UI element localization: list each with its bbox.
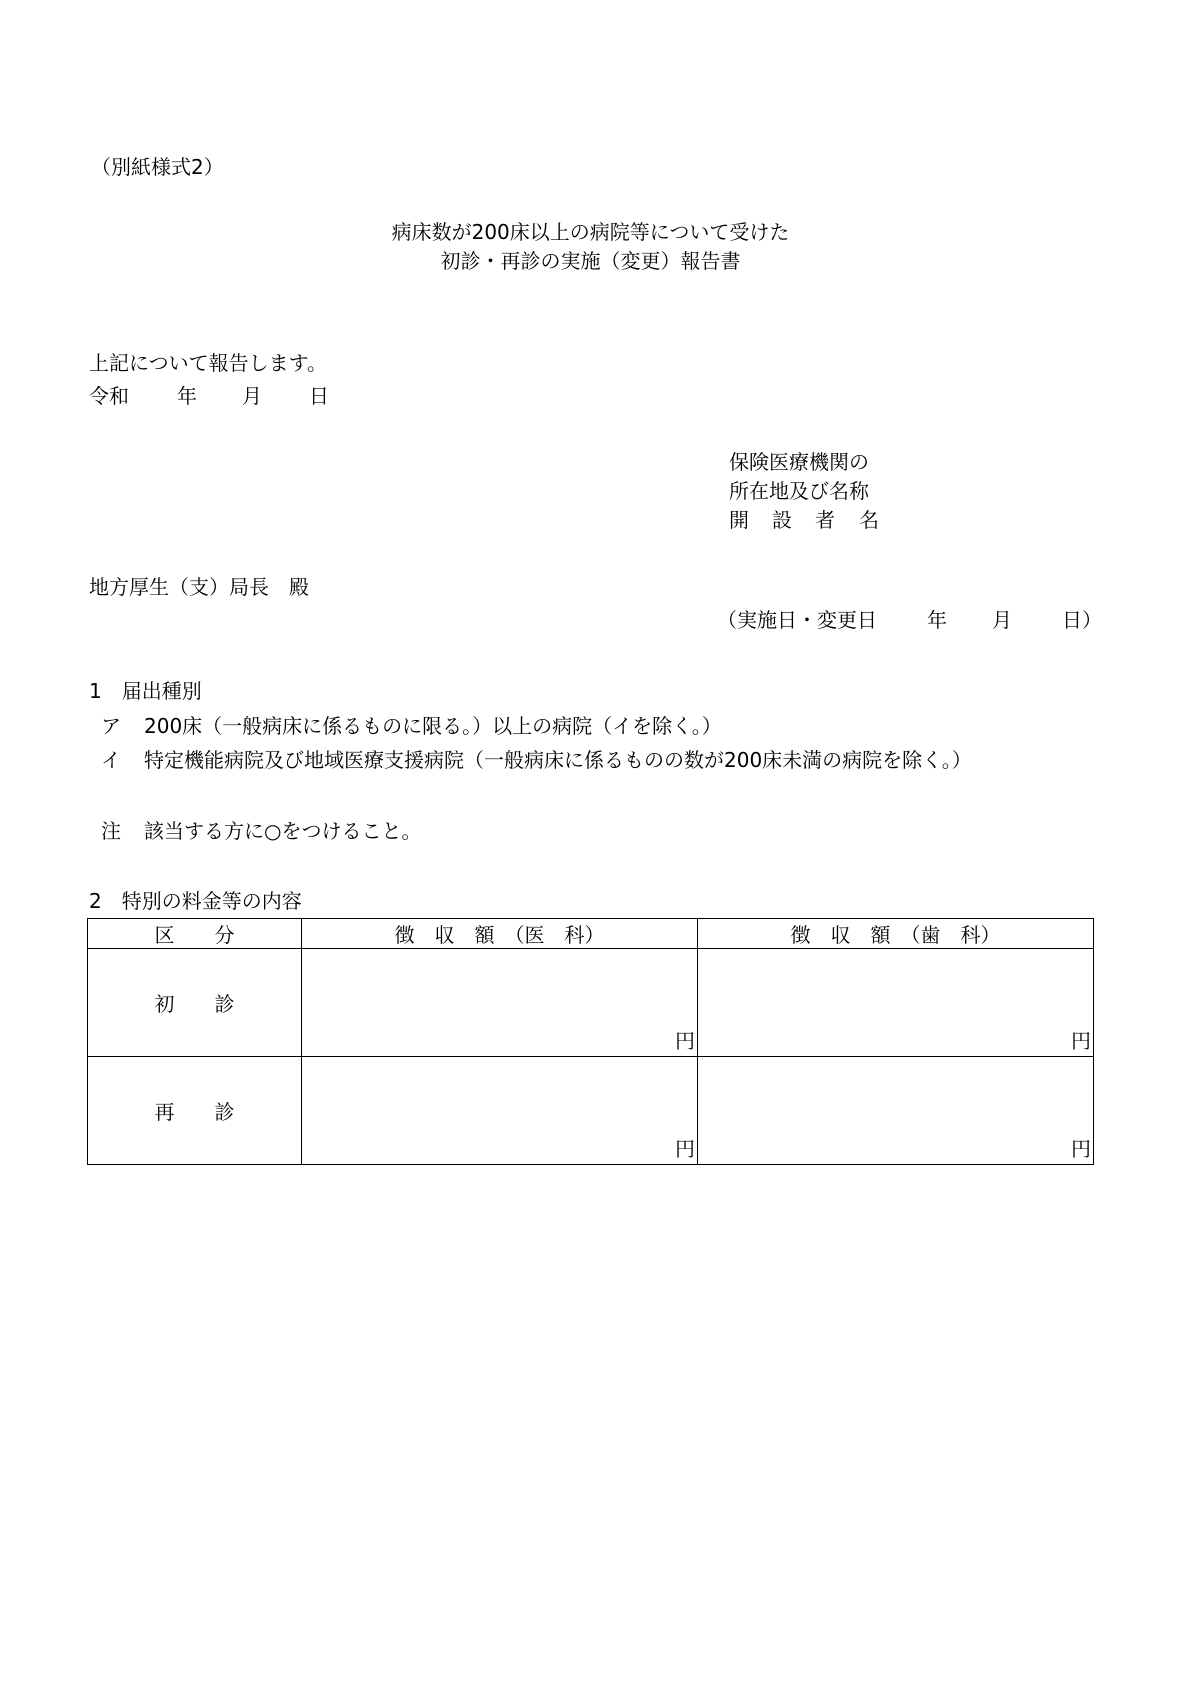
yen-unit: 円 <box>675 1137 695 1161</box>
opener-char-1: 開 <box>729 508 749 532</box>
fee-table-header <box>88 919 1094 949</box>
first-visit-medical-amount[interactable] <box>302 949 698 1057</box>
header-medical: 徴 収 額 （医 科） <box>302 919 698 949</box>
opener-char-2: 設 <box>772 508 792 532</box>
note-mark: 注 <box>101 819 121 843</box>
effective-date-label: （実施日・変更日 <box>717 608 877 632</box>
opener-char-3: 者 <box>815 508 835 532</box>
form-number: （別紙様式2） <box>91 155 224 179</box>
fee-table <box>87 918 1094 1165</box>
revisit-dental-amount[interactable] <box>698 1057 1094 1165</box>
title-line-2: 初診・再診の実施（変更）報告書 <box>440 249 741 273</box>
first-visit-dental-amount[interactable] <box>698 949 1094 1057</box>
option-a-text: 200床（一般病床に係るものに限る。）以上の病院（イを除く。） <box>144 714 722 738</box>
option-i-mark: イ <box>101 748 121 772</box>
date-day: 日 <box>309 384 329 408</box>
institution-line-1: 保険医療機関の <box>729 450 869 474</box>
option-a-mark: ア <box>101 714 121 738</box>
addressee: 地方厚生（支）局長 殿 <box>89 575 309 599</box>
section1-heading: 1 届出種別 <box>89 679 202 703</box>
row-label-first-visit: 初 診 <box>88 949 302 1057</box>
row-label-revisit: 再 診 <box>88 1057 302 1165</box>
effective-date-year: 年 <box>927 608 947 632</box>
opener-char-4: 名 <box>859 508 879 532</box>
title-line-1: 病床数が200床以上の病院等について受けた <box>391 220 790 244</box>
institution-line-2: 所在地及び名称 <box>729 479 869 503</box>
note-text: 該当する方に○をつけること。 <box>144 819 422 843</box>
section2-heading: 2 特別の料金等の内容 <box>89 889 302 913</box>
report-sentence: 上記について報告します。 <box>89 351 327 375</box>
header-category: 区 分 <box>88 919 302 949</box>
effective-date-month: 月 <box>992 608 1012 632</box>
yen-unit: 円 <box>1071 1029 1091 1053</box>
yen-unit: 円 <box>1071 1137 1091 1161</box>
table-row <box>88 949 1094 1057</box>
effective-date-day: 日） <box>1062 608 1102 632</box>
date-year: 年 <box>177 384 197 408</box>
header-dental: 徴 収 額 （歯 科） <box>698 919 1094 949</box>
revisit-medical-amount[interactable] <box>302 1057 698 1165</box>
yen-unit: 円 <box>675 1029 695 1053</box>
option-i-text: 特定機能病院及び地域医療支援病院（一般病床に係るものの数が200床未満の病院を除く。） <box>144 748 972 772</box>
date-month: 月 <box>242 384 262 408</box>
table-row <box>88 1057 1094 1165</box>
date-era: 令和 <box>89 384 129 408</box>
